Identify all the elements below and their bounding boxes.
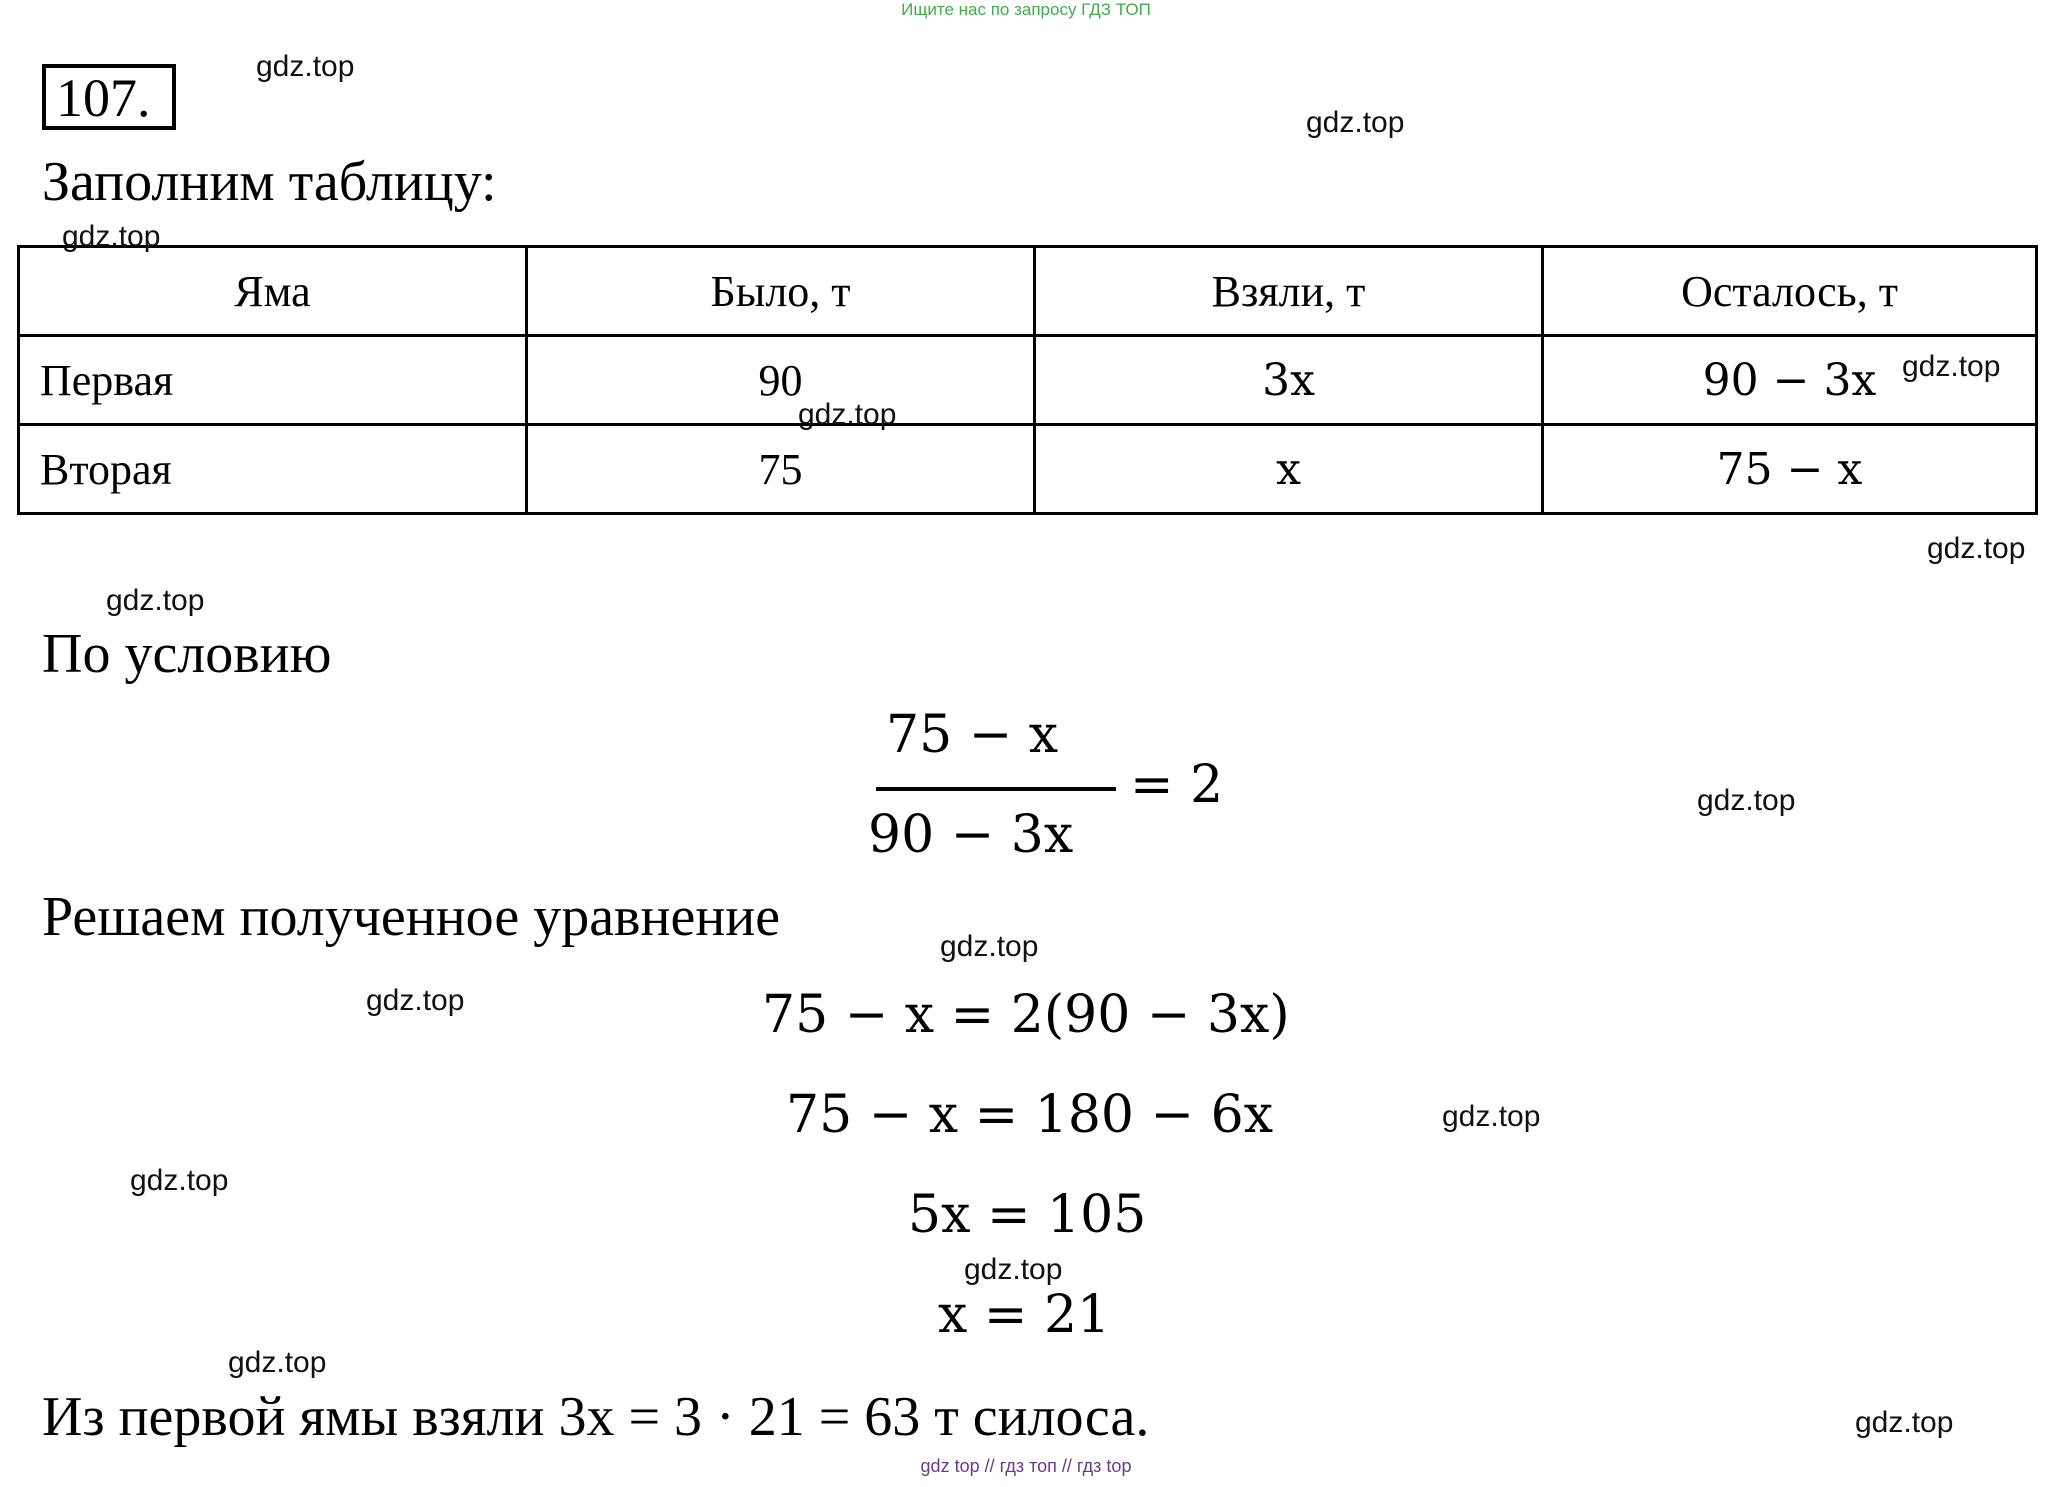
cell-took: x — [1035, 425, 1543, 514]
watermark: gdz.top — [1442, 1100, 1541, 1133]
watermark: gdz.top — [1927, 532, 2026, 565]
table-row — [19, 425, 2037, 514]
search-banner: Ищите нас по запросу ГДЗ ТОП — [901, 0, 1151, 19]
watermark: gdz.top — [228, 1346, 327, 1379]
watermark: gdz.top — [940, 930, 1039, 963]
watermark: gdz.top — [1697, 784, 1796, 817]
footer-links: gdz top // гдз топ // гдз top — [920, 1456, 1132, 1476]
condition-text: По условию — [42, 623, 332, 685]
fraction-numerator: 75 − x — [886, 705, 1059, 765]
table-header-row — [19, 247, 2037, 336]
intro-text: Заполним таблицу: — [42, 151, 497, 213]
watermark: gdz.top — [1902, 350, 2001, 383]
fraction-denominator: 90 − 3x — [868, 805, 1074, 865]
answer-text: Из первой ямы взяли 3x = 3 · 21 = 63 т силоса. — [42, 1386, 1150, 1448]
task-number: 107. — [42, 64, 176, 130]
watermark: gdz.top — [62, 220, 161, 253]
table-row — [19, 336, 2037, 425]
cell-name: Вторая — [19, 425, 527, 514]
watermark: gdz.top — [130, 1164, 229, 1197]
cell-had: 90 — [527, 336, 1035, 425]
data-table — [17, 245, 2038, 515]
fraction-bar — [876, 787, 1116, 791]
cell-name: Первая — [19, 336, 527, 425]
watermark: gdz.top — [964, 1253, 1063, 1286]
cell-left: 90 − 3x — [1543, 336, 2037, 425]
watermark: gdz.top — [798, 398, 897, 431]
equation-step: x = 21 — [938, 1285, 1111, 1345]
cell-had: 75 — [527, 425, 1035, 514]
header-had: Было, т — [527, 247, 1035, 336]
equation-step: 75 − x = 180 − 6x — [786, 1085, 1274, 1145]
watermark: gdz.top — [1306, 106, 1405, 139]
equation-step: 5x = 105 — [908, 1185, 1147, 1245]
fraction-rhs: = 2 — [1130, 755, 1224, 815]
header-pit: Яма — [19, 247, 527, 336]
watermark: gdz.top — [366, 984, 465, 1017]
watermark: gdz.top — [1855, 1406, 1954, 1439]
header-took: Взяли, т — [1035, 247, 1543, 336]
watermark: gdz.top — [256, 50, 355, 83]
cell-left: 75 − x — [1543, 425, 2037, 514]
cell-took: 3x — [1035, 336, 1543, 425]
condition-equation — [868, 705, 1228, 865]
solve-text: Решаем полученное уравнение — [42, 886, 781, 948]
header-left: Осталось, т — [1543, 247, 2037, 336]
watermark: gdz.top — [106, 584, 205, 617]
equation-step: 75 − x = 2(90 − 3x) — [762, 985, 1290, 1045]
